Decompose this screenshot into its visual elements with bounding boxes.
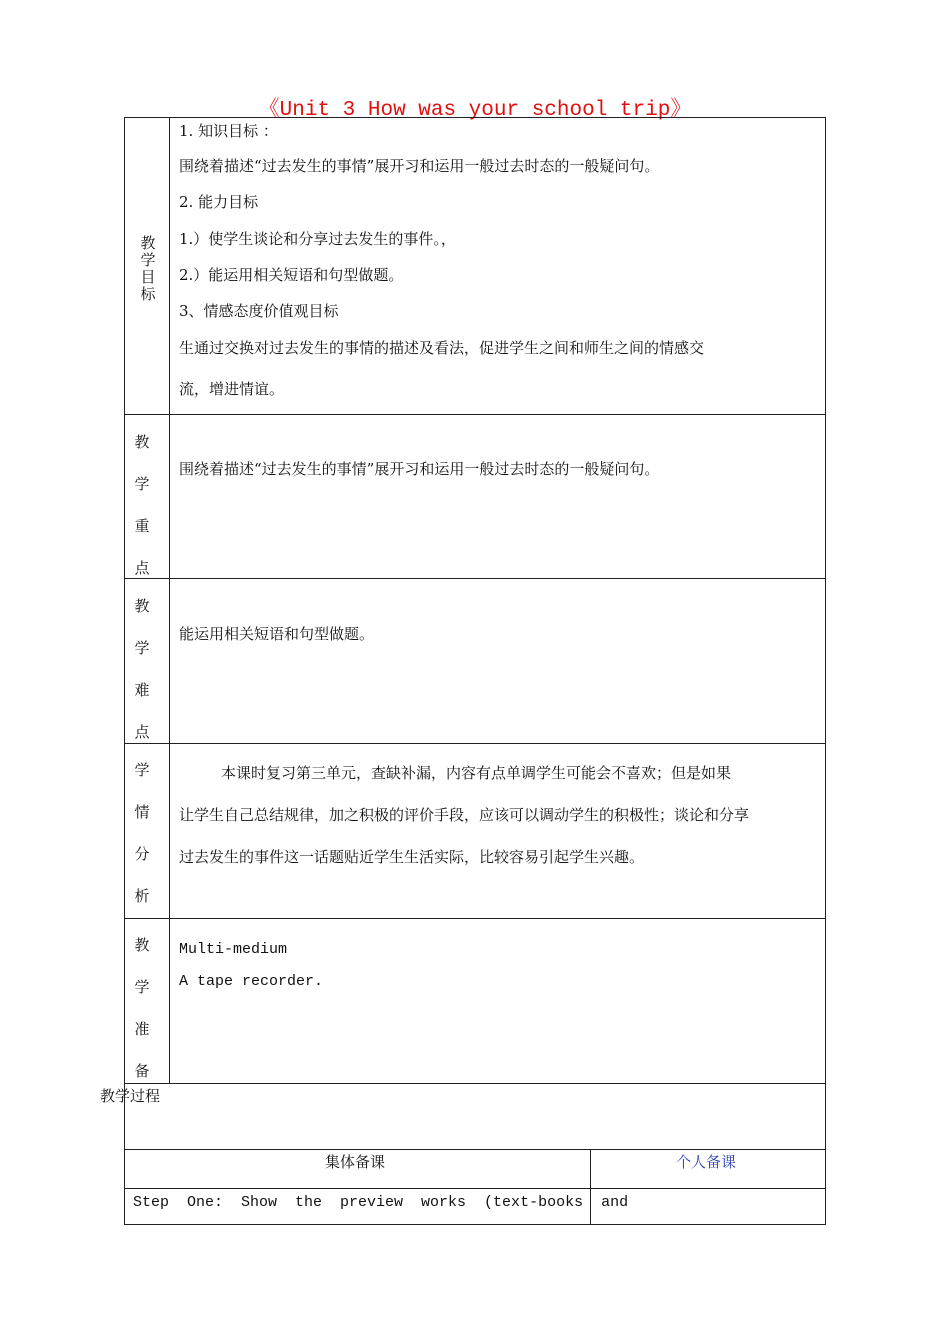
label-char: 学	[134, 761, 150, 779]
label-char: 备	[134, 1062, 150, 1080]
objectives-line: 流，增进情谊。	[179, 380, 285, 398]
objectives-line: 3、情感态度价值观目标	[179, 302, 339, 320]
analysis-line: 过去发生的事件这一话题贴近学生生活实际，比较容易引起学生兴趣。	[179, 848, 645, 866]
difficulties-label	[127, 585, 157, 753]
preparation-line: A tape recorder.	[179, 973, 324, 990]
group-prep-header: 集体备课	[325, 1153, 386, 1171]
row-divider	[124, 918, 826, 919]
label-char: 点	[134, 723, 150, 741]
label-char: 情	[134, 803, 150, 821]
label-char: 重	[134, 517, 150, 535]
label-column-divider	[169, 117, 170, 1083]
notes-column-divider	[590, 1149, 591, 1225]
objectives-line: 生通过交换对过去发生的事情的描述及看法，促进学生之间和师生之间的情感交	[179, 339, 705, 357]
step-one-text: Step One: Show the preview works (text-books and	[133, 1194, 629, 1211]
personal-prep-header: 个人备课	[676, 1153, 737, 1171]
label-char: 准	[134, 1020, 150, 1038]
label-char: 教	[134, 433, 150, 451]
label-char: 标	[140, 285, 156, 303]
label-char: 学	[134, 475, 150, 493]
row-divider	[124, 414, 826, 415]
label-char: 点	[134, 559, 150, 577]
row-divider	[124, 743, 826, 744]
row-divider	[124, 1149, 826, 1150]
analysis-line: 让学生自己总结规律，加之积极的评价手段，应该可以调动学生的积极性；谈论和分享	[179, 806, 750, 824]
label-char: 教	[134, 597, 150, 615]
document-title: 《Unit 3 How was your school trip》	[258, 99, 692, 122]
key-points-label	[127, 421, 157, 589]
objectives-line: 2.）能运用相关短语和句型做题。	[179, 266, 404, 284]
process-label: 教学过程	[100, 1087, 161, 1105]
preparation-line: Multi-medium	[179, 941, 288, 958]
difficulties-text: 能运用相关短语和句型做题。	[179, 625, 375, 643]
label-char: 难	[134, 681, 150, 699]
label-char: 教	[134, 936, 150, 954]
label-char: 学	[140, 251, 156, 269]
label-char: 教	[140, 234, 156, 252]
preparation-label	[127, 924, 157, 1092]
label-char: 学	[134, 639, 150, 657]
label-char: 目	[140, 268, 156, 286]
objectives-line: 围绕着描述“过去发生的事情”展开习和运用一般过去时态的一般疑问句。	[179, 157, 660, 175]
key-points-text: 围绕着描述“过去发生的事情”展开习和运用一般过去时态的一般疑问句。	[179, 460, 660, 478]
analysis-label	[127, 749, 157, 917]
analysis-line: 本课时复习第三单元，查缺补漏，内容有点单调学生可能会不喜欢；但是如果	[221, 764, 732, 782]
label-char: 分	[134, 845, 150, 863]
objectives-label	[133, 235, 163, 303]
row-divider	[124, 1188, 826, 1189]
objectives-line: 2. 能力目标	[179, 193, 259, 211]
objectives-line: 1. 知识目标 ：	[179, 122, 278, 140]
label-char: 析	[134, 887, 150, 905]
row-divider	[124, 1083, 826, 1084]
label-char: 学	[134, 978, 150, 996]
objectives-line: 1.）使学生谈论和分享过去发生的事件。，	[179, 230, 456, 248]
row-divider	[124, 578, 826, 579]
